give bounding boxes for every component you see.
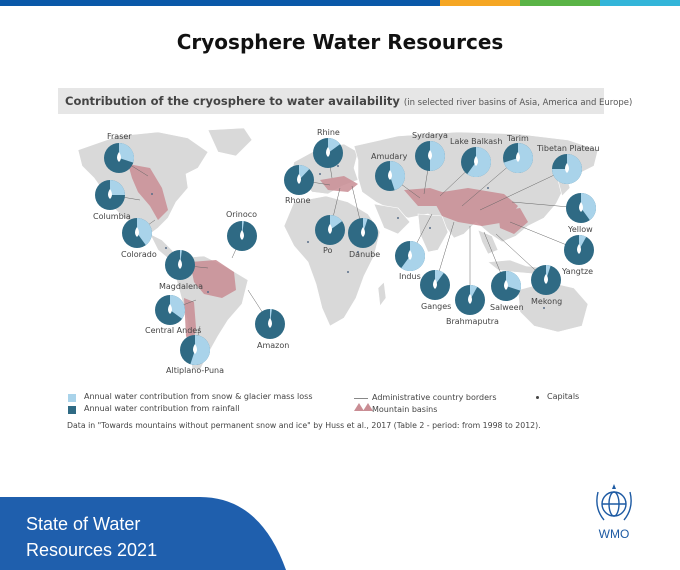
pie-altiplano-puna (179, 334, 211, 366)
capital-dot (543, 307, 545, 309)
basin-label-danube: Danube (349, 250, 381, 259)
pie-rhone (283, 164, 315, 196)
capital-dot (307, 241, 309, 243)
pie-danube (347, 217, 379, 249)
top-bar-segment (440, 0, 520, 6)
pie-yangtze (563, 234, 595, 266)
wmo-logo-text: WMO (598, 527, 630, 541)
pie-amudary (374, 160, 406, 192)
basin-label-po: Po (323, 246, 333, 255)
pie-ganges (419, 269, 451, 301)
basin-label-yangtze: Yangtze (562, 267, 594, 276)
top-bar-segment (520, 0, 600, 6)
basin-label-magdalena: Magdalena (159, 282, 203, 291)
basin-label-amudary: Amudary (371, 152, 408, 161)
pie-fraser (103, 142, 135, 174)
legend-snow-label: Annual water contribution from snow & glacier mass loss (84, 392, 313, 401)
basin-label-tarim: Tarim (507, 134, 529, 143)
legend-borders-label: Administrative country borders (372, 393, 497, 402)
pie-colorado (121, 217, 153, 249)
pie-salween (490, 270, 522, 302)
source-note: Data in "Towards mountains without permanent snow and ice" by Huss et al., 2017 (Table 2 - period: from 1998 to 2012). (67, 421, 541, 430)
legend-capital-dot (536, 396, 539, 399)
pie-yellow (565, 192, 597, 224)
pie-lake-balkash (460, 146, 492, 178)
panel-title-text: Contribution of the cryosphere to water availability (65, 94, 400, 108)
legend-rain-swatch (68, 406, 76, 414)
pie-central-andes (154, 294, 186, 326)
pie-rhine (312, 137, 344, 169)
capital-dot (207, 291, 209, 293)
pie-indus (394, 240, 426, 272)
pie-orinoco (226, 220, 258, 252)
legend-snow-swatch (68, 394, 76, 402)
pie-magdalena (164, 249, 196, 281)
pie-snow-slice (110, 180, 125, 195)
top-bar-segment (600, 0, 680, 6)
basin-label-columbia: Columbia (93, 212, 131, 221)
pie-snow-slice (430, 141, 445, 171)
capital-dot (429, 227, 431, 229)
basin-label-syrdarya: Syrdarya (412, 131, 448, 140)
wmo-logo (592, 482, 636, 528)
panel-subtitle: (in selected river basins of Asia, America and Europe) (403, 98, 633, 108)
top-bar-segment (0, 0, 440, 6)
basin-label-altiplano-puna: Altiplano-Puna (166, 366, 224, 375)
capital-dot (347, 271, 349, 273)
panel-header (58, 88, 633, 114)
pie-tibetan-plateau (551, 153, 583, 185)
basin-label-brahmaputra: Brahmaputra (446, 317, 499, 326)
legend-basin-icon (354, 402, 374, 412)
pie-columbia (94, 179, 126, 211)
basin-label-yellow: Yellow (568, 225, 593, 234)
basin-label-salween: Salween (490, 303, 524, 312)
pie-mekong (530, 264, 562, 296)
basin-label-mekong: Mekong (531, 297, 563, 306)
pie-syrdarya (414, 140, 446, 172)
top-color-bar (0, 0, 680, 6)
panel-title (65, 94, 632, 108)
legend-rain-label: Annual water contribution from rainfall (84, 404, 240, 413)
capital-dot (487, 187, 489, 189)
basin-label-ganges: Ganges (421, 302, 452, 311)
legend-basins-label: Mountain basins (372, 405, 438, 414)
basin-label-amazon: Amazon (257, 341, 290, 350)
basin-label-colorado: Colorado (121, 250, 157, 259)
pie-po (314, 214, 346, 246)
page-title: Cryosphere Water Resources (176, 30, 504, 54)
capital-dot (397, 217, 399, 219)
footer-title (26, 511, 157, 563)
basin-label-central-andes: Central Andes (145, 326, 202, 335)
basin-label-fraser: Fraser (107, 132, 132, 141)
basin-label-rhine: Rhine (317, 128, 340, 137)
greenland (208, 128, 252, 156)
footer-line-1: State of Water (26, 514, 141, 534)
capital-dot (151, 193, 153, 195)
basin-label-indus: Indus (399, 272, 421, 281)
basin-label-orinoco: Orinoco (226, 210, 258, 219)
basin-label-tibetan-plateau: Tibetan Plateau (537, 144, 600, 153)
basin-label-lake-balkash: Lake Balkash (450, 137, 503, 146)
madagascar (378, 282, 386, 306)
pie-tarim (502, 142, 534, 174)
basin-label-rhone: Rhone (285, 196, 311, 205)
pie-amazon (254, 308, 286, 340)
footer-line-2: Resources 2021 (26, 540, 158, 560)
pie-brahmaputra (454, 284, 486, 316)
legend-border-line (354, 398, 368, 399)
capital-dot (319, 173, 321, 175)
legend-capitals-label: Capitals (547, 392, 580, 401)
